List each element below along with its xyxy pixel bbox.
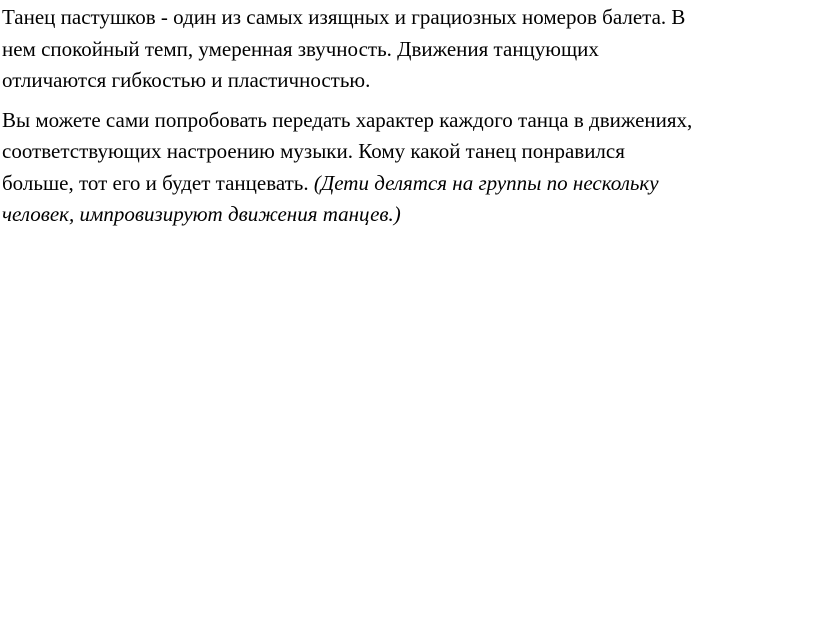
text-line: Вы можете сами попробовать передать характер каждого танца в движениях, [2,107,693,132]
stage-direction-italic: (Дети делятся на группы по нескольку [313,170,659,195]
text-regular: больше, тот его и будет танцевать. [2,170,314,195]
text-line: нем спокойный темп, умеренная звучность. Движения танцующих [2,36,599,61]
text-line: соответствующих настроению музыки. Кому какой танец понравился [2,139,625,163]
stage-direction-italic: человек, импровизируют движения танцев.) [2,202,401,226]
text-line-mixed [2,168,816,200]
paragraph-try-yourself [2,105,816,231]
text-line: отличаются гибкостью и пластичностью. [2,68,371,92]
paragraph-shepherds-dance [2,2,816,97]
text-line: Танец пастушков - один из самых изящных и грациозных номеров балета. В [2,5,686,29]
